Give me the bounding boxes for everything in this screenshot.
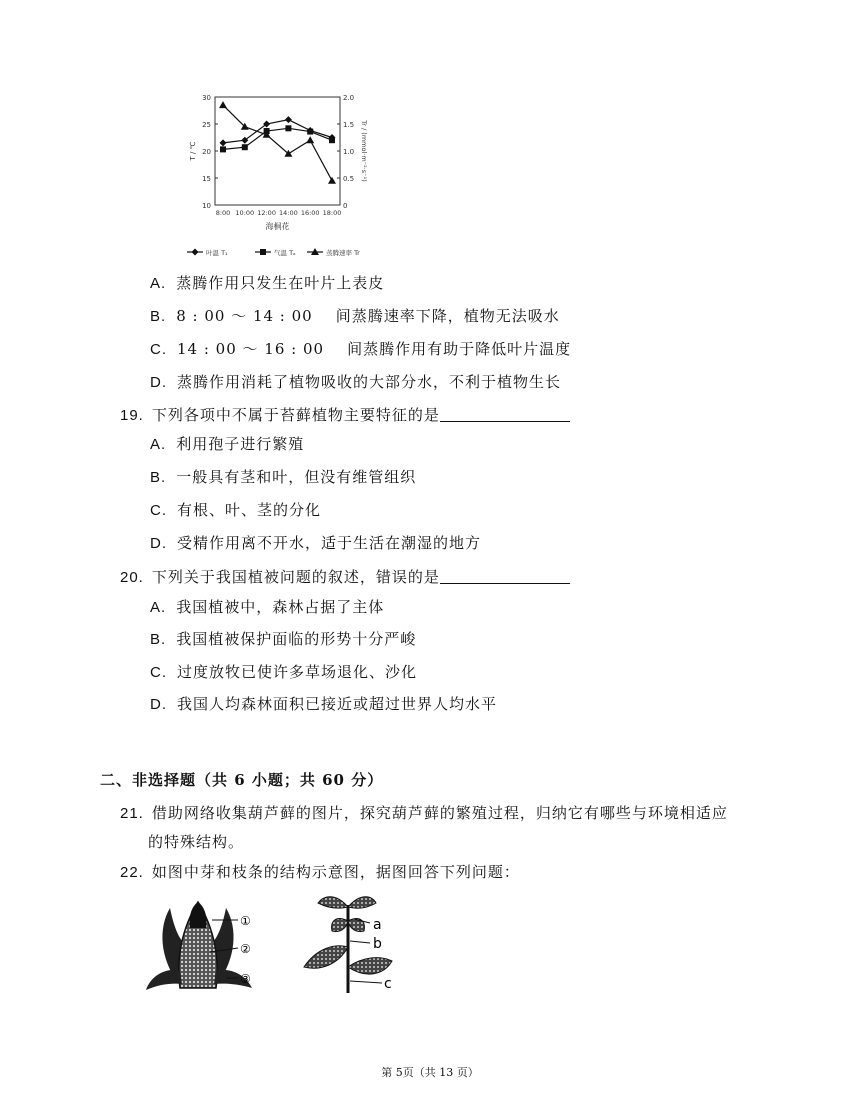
series-2-point — [219, 101, 227, 108]
left-tick-label: 25 — [202, 121, 211, 129]
question-21-line2: 的特殊结构。 — [148, 833, 245, 851]
x-tick-label: 14:00 — [279, 209, 298, 217]
series-2-point — [306, 136, 314, 143]
left-tick-label: 20 — [202, 148, 211, 156]
series-1-point — [242, 144, 248, 150]
branch-label-c: c — [384, 976, 392, 992]
answer-blank-19[interactable] — [440, 407, 570, 422]
right-tick-label: 2.0 — [343, 94, 355, 102]
transpiration-chart — [170, 85, 370, 265]
series-1-point — [329, 137, 335, 143]
q19-option-c: C. 有根、叶、茎的分化 — [150, 501, 322, 519]
branch-structure-diagram — [296, 885, 416, 1000]
q19-option-a: A. 利用孢子进行繁殖 — [150, 435, 305, 453]
right-tick-label: 0.5 — [343, 175, 355, 183]
series-line-1 — [223, 128, 332, 149]
left-tick-label: 10 — [202, 202, 211, 210]
x-tick-label: 8:00 — [215, 209, 231, 217]
question-19: 19. 下列各项中不属于苔藓植物主要特征的是 — [120, 404, 570, 425]
series-line-2 — [223, 105, 332, 181]
q19-option-b: B. 一般具有茎和叶，但没有维管组织 — [150, 468, 417, 486]
right-tick-label: 0 — [343, 202, 348, 210]
q20-option-a: A. 我国植被中，森林占据了主体 — [150, 598, 385, 616]
x-tick-label: 10:00 — [235, 209, 255, 217]
left-axis-label: T / ℃ — [189, 141, 197, 161]
bud-structure-diagram — [140, 888, 280, 998]
x-tick-label: 18:00 — [322, 209, 342, 217]
legend-marker — [192, 249, 199, 256]
left-tick-label: 15 — [202, 175, 211, 183]
series-0-point — [220, 139, 227, 146]
page-footer: 第 5页（共 13 页） — [381, 1066, 479, 1079]
legend-entry: 叶温 T₁ — [206, 249, 228, 257]
series-1-point — [285, 125, 291, 131]
series-1-point — [307, 129, 313, 135]
right-axis-label: Tr / (mmol·m⁻²·s⁻¹) — [360, 120, 368, 182]
bud-label-1: ① — [240, 914, 251, 928]
legend-entry: 蒸腾速率 Tr — [326, 249, 360, 257]
answer-blank-20[interactable] — [440, 569, 570, 584]
bud-label-2: ② — [240, 942, 251, 956]
series-2-point — [328, 177, 336, 184]
plot-frame — [215, 97, 340, 205]
legend-marker — [260, 249, 266, 255]
legend-entry: 气温 Tₐ — [274, 249, 296, 257]
right-tick-label: 1.0 — [343, 148, 355, 156]
series-line-0 — [223, 120, 332, 143]
question-20: 20. 下列关于我国植被问题的叙述，错误的是 — [120, 566, 570, 587]
q18-option-c: C. 14 : 00 ～ 16 : 00 间蒸腾作用有助于降低叶片温度 — [150, 340, 572, 358]
x-tick-label: 16:00 — [300, 209, 320, 217]
question-22: 22. 如图中芽和枝条的结构示意图，据图回答下列问题： — [120, 863, 520, 881]
q20-option-b: B. 我国植被保护面临的形势十分严峻 — [150, 630, 417, 648]
branch-label-b: b — [373, 936, 382, 952]
question-21: 21. 借助网络收集葫芦藓的图片，探究葫芦藓的繁殖过程，归纳它有哪些与环境相适应 — [120, 804, 728, 822]
q18-option-a: A. 蒸腾作用只发生在叶片上表皮 — [150, 274, 385, 292]
q20-option-d: D. 我国人均森林面积已接近或超过世界人均水平 — [150, 695, 498, 713]
q18-option-b: B. 8 : 00 ～ 14 : 00 间蒸腾速率下降，植物无法吸水 — [150, 307, 560, 325]
right-tick-label: 1.5 — [343, 121, 355, 129]
x-axis-label: 海桐花 — [265, 222, 290, 231]
q19-option-d: D. 受精作用离不开水，适于生活在潮湿的地方 — [150, 534, 482, 552]
x-tick-label: 12:00 — [257, 209, 276, 217]
series-1-point — [220, 146, 226, 152]
q20-option-c: C. 过度放牧已使许多草场退化、沙化 — [150, 663, 418, 681]
left-tick-label: 30 — [202, 94, 211, 102]
bud-label-3: ③ — [240, 972, 251, 986]
q18-option-d: D. 蒸腾作用消耗了植物吸收的大部分水，不利于植物生长 — [150, 373, 562, 391]
section-2-title: 二、非选择题（共 6 小题；共 60 分） — [100, 771, 384, 789]
branch-label-a: a — [373, 917, 382, 933]
series-0-point — [285, 116, 292, 123]
